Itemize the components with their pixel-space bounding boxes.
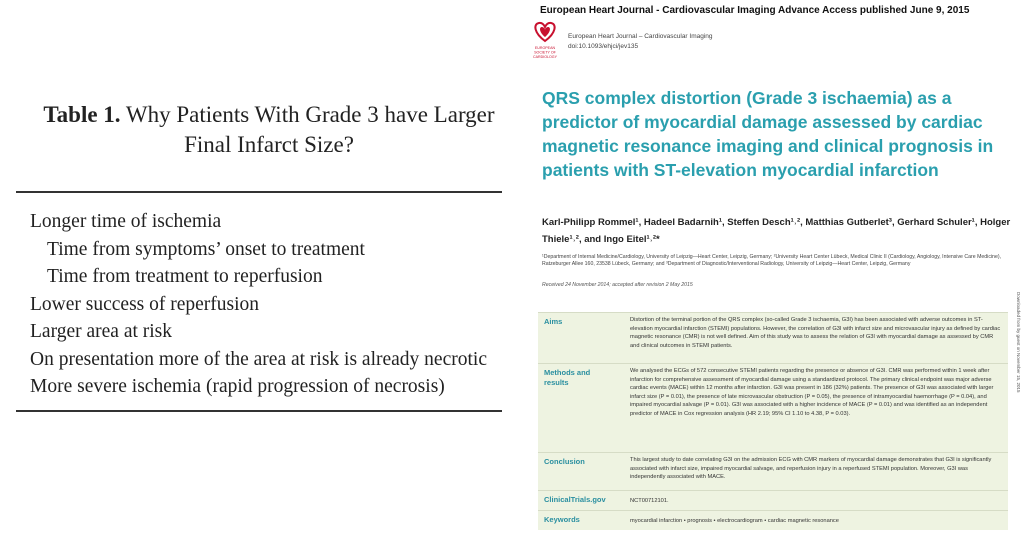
logo-text-line: SOCIETY OF [534,50,556,55]
table-row: Lower success of reperfusion [30,293,260,315]
abstract-text: myocardial infarction • prognosis • electrocardiogram • cardiac magnetic resonance [630,518,839,524]
paper-page [520,0,1024,543]
table-label: Table 1. [43,102,121,127]
abstract-label: Conclusion [544,457,585,466]
abstract-text: Distortion of the terminal portion of the QRS complex (so-called Grade 3 ischaemia, G3I) has been associated with adverse outcomes in ST-elevation myocardial infarction (STEMI) populations. However, the correlation of G3I with infarct size and microvascular injury as defined by cardiac magnetic resonance (CMR) is not well defined. Aim of this study was to assess the relation of G3I with myocardial damage as assessed by CMR and clinical outcomes in STEMI patients. [630,317,1001,349]
logo-text-line: CARDIOLOGY [533,55,557,59]
table-row-indented: Time from treatment to reperfusion [47,266,323,287]
table-1 [16,100,502,412]
table-row: Larger area at risk [30,321,173,342]
table-rows [16,193,502,410]
abstract-label: Methods and results [544,368,591,387]
abstract-section-keywords [538,510,1008,530]
abstract-label: ClinicalTrials.gov [544,495,606,504]
journal-header: European Heart Journal - Cardiovascular Imaging Advance Access published June 9, 2015 [540,5,970,16]
table-title-line-2: Final Infarct Size? [184,132,354,157]
heart-logo-icon [530,20,560,62]
paper-title: QRS complex distortion (Grade 3 ischaemia) as a predictor of myocardial damage assessed by cardiac magnetic resonance imaging and clinical prognosis in patients with ST-elevation myocardial infarction [542,88,994,180]
abstract-text: NCT00712101. [630,498,669,504]
abstract-section-aims [538,312,1008,363]
table-row: More severe ischemia (rapid progression of necrosis) [30,376,445,397]
esc-logo [530,20,560,62]
abstract-section-trial [538,490,1008,510]
table-title [16,100,502,160]
table-bottom-rule [16,410,502,412]
table-row: Longer time of ischemia [30,211,222,232]
table-title-line-1: Why Patients With Grade 3 have Larger [125,102,495,127]
abstract-text: We analysed the ECGs of 572 consecutive STEMI patients regarding the presence or absence of G3I. CMR was performed within 1 week after infarction for comprehensive assessment of myocardial damage using a standardized protocol. The primary clinical endpoint was major adverse cardiac events (MACE) within 12 months after infarction. G3I was present in 186 (32%) patients. The presence of G3I was associated with larger infarct size (P = 0.01), the presence of late microvascular obstruction (P = 0.05), the presence of intramyocardial haemorrhage (P = 0.04), and impaired myocardial salvage (P = 0.01). G3I was associated with a higher incidence of MACE (P = 0.01) and was identified as an independent predictor of MACE in Cox regression analysis (HR 2.19; 95% CI 1.10 to 4.38, P = 0.03). [630,368,994,417]
download-side-note: Downloaded from by guest on November 15, 2015 [1016,292,1021,393]
abstract-section-conclusion [538,452,1008,490]
affiliations: ¹Department of Internal Medicine/Cardiology, University of Leipzig—Heart Center, Leipzig, Germany; ²University Heart Center Lübeck, Medical Clinic II (Cardiology, Angiology, Intensive Care Medicine), Ratzeburger Allee 160, 23538 Lübeck, Germany; and ³Department of Diagnostic/Interventional Radiology, University of Leipzig—Heart Center, Leipzig, Germany [542,254,1001,268]
journal-name: European Heart Journal – Cardiovascular Imaging [568,33,713,40]
journal-meta [568,32,713,52]
abstract-label: Keywords [544,515,580,524]
abstract-label: Aims [544,317,563,326]
authors: Karl-Philipp Rommel¹, Hadeel Badarnih¹, Steffen Desch¹˒², Matthias Gutberlet³, Gerhard Schuler¹, Holger Thiele¹˒², and Ingo Eitel¹˒²* [542,217,1011,245]
table-row: On presentation more of the area at risk is already necrotic [30,348,487,370]
received-date: Received 24 November 2014; accepted after revision 2 May 2015 [542,282,693,288]
abstract-text: This largest study to date correlating G3I on the admission ECG with CMR markers of myocardial damage demonstrates that G3I is significantly associated with infarct size, impaired myocardial salvage, and reperfusion injury in a reperfused STEMI population. Moreover, G3I was independently associated with MACE. [630,457,992,481]
abstract-section-methods [538,363,1008,452]
doi: doi:10.1093/ehjci/jev135 [568,43,639,50]
structured-abstract [538,312,1008,530]
logo-text-line: EUROPEAN [534,46,556,50]
table-row-indented: Time from symptoms’ onset to treatment [47,238,365,260]
